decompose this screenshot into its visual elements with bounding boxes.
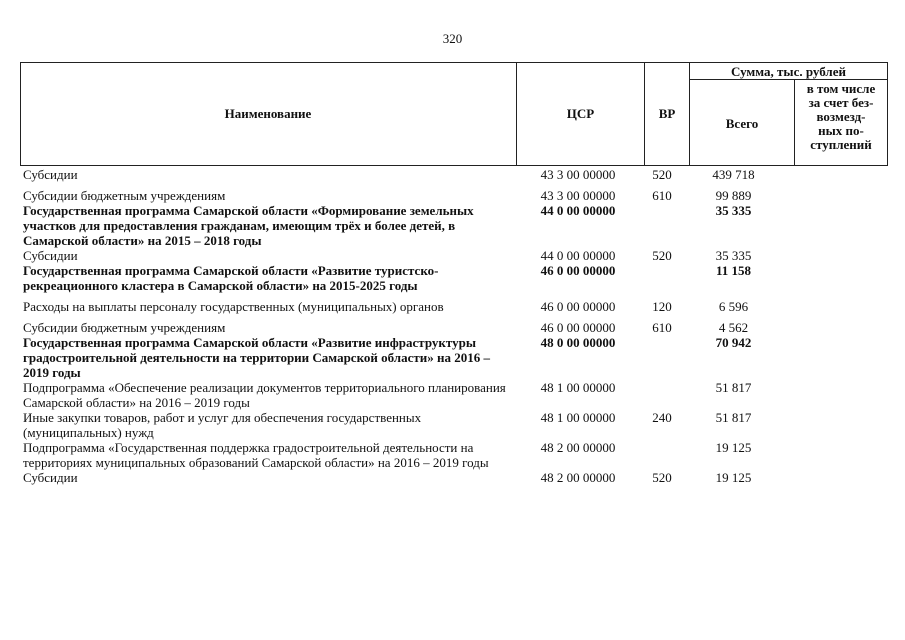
row-total: 19 125 <box>715 470 752 485</box>
header-free-line: в том числе <box>806 81 876 96</box>
row-name: Государственная программа Самарской области «Формирование земельных участков для предоставления гражданам, имеющим трёх и более детей, в Самарской области» на 2015 – 2018 годы <box>23 203 474 248</box>
row-csr: 46 0 00 00000 <box>540 299 616 314</box>
row-name: Государственная программа Самарской области «Развитие туристско-рекреационного кластера в Самарской области» на 2015-2025 годы <box>23 263 439 293</box>
row-free-funds <box>781 320 888 335</box>
row-vr: 610 <box>652 320 672 335</box>
row-free-funds <box>781 248 888 263</box>
row-free-funds <box>781 263 888 293</box>
row-name: Субсидии бюджетным учреждениям <box>23 188 226 203</box>
row-name: Подпрограмма «Государственная поддержка градостроительной деятельности на территориях муниципальных образований Самарской области» на 2016 – 2019 годы <box>23 440 489 470</box>
row-vr: 520 <box>652 470 672 485</box>
header-free-line: ступлений <box>810 137 872 152</box>
row-vr <box>638 203 686 248</box>
row-name: Субсидии <box>23 167 78 182</box>
row-free-funds <box>781 380 888 410</box>
row-total: 51 817 <box>715 380 752 395</box>
row-free-funds <box>781 203 888 248</box>
row-total: 35 335 <box>715 248 752 263</box>
border-right <box>887 62 888 166</box>
header-total: Всего <box>725 116 759 131</box>
row-name: Субсидии <box>23 470 78 485</box>
row-csr: 48 2 00 00000 <box>540 470 616 485</box>
table-row <box>20 320 888 335</box>
row-total: 19 125 <box>715 440 752 455</box>
table-row <box>20 470 888 485</box>
row-name: Иные закупки товаров, работ и услуг для обеспечения государственных (муниципальных) нужд <box>23 410 422 440</box>
row-csr: 48 1 00 00000 <box>540 410 616 425</box>
row-csr: 46 0 00 00000 <box>540 263 616 278</box>
row-vr: 610 <box>652 188 672 203</box>
row-free-funds <box>781 299 888 314</box>
row-csr: 48 2 00 00000 <box>540 440 616 455</box>
row-free-funds <box>781 335 888 380</box>
row-vr <box>638 440 686 470</box>
table-body <box>20 167 888 485</box>
row-vr <box>638 335 686 380</box>
table-row <box>20 410 888 440</box>
row-free-funds <box>781 410 888 440</box>
row-vr: 520 <box>652 167 672 182</box>
table-row <box>20 263 888 293</box>
row-csr: 48 1 00 00000 <box>540 380 616 395</box>
header-free-line: возмезд- <box>816 109 866 124</box>
row-name: Расходы на выплаты персоналу государственных (муниципальных) органов <box>23 299 444 314</box>
row-free-funds <box>781 188 888 203</box>
table-row <box>20 167 888 182</box>
row-total: 70 942 <box>715 335 752 350</box>
table-row <box>20 299 888 314</box>
header-top-border <box>20 62 888 63</box>
row-csr: 44 0 00 00000 <box>540 248 616 263</box>
table-row <box>20 248 888 263</box>
row-csr: 43 3 00 00000 <box>540 188 616 203</box>
header-free-line: за счет без- <box>808 95 874 110</box>
page-number: 320 <box>442 31 463 46</box>
row-free-funds <box>781 167 888 182</box>
table-row <box>20 380 888 410</box>
row-total: 11 158 <box>715 263 752 278</box>
row-name: Государственная программа Самарской области «Развитие инфраструктуры градостроительной деятельности на территории Самарской области» на 2016 – 2019 годы <box>23 335 490 380</box>
row-csr: 43 3 00 00000 <box>540 167 616 182</box>
table-row <box>20 188 888 203</box>
row-csr: 48 0 00 00000 <box>540 335 616 350</box>
row-total: 35 335 <box>715 203 752 218</box>
header-csr: ЦСР <box>566 106 595 121</box>
row-name: Субсидии <box>23 248 78 263</box>
row-vr <box>638 380 686 410</box>
table-header <box>20 62 888 166</box>
row-vr: 240 <box>652 410 672 425</box>
row-total: 439 718 <box>712 167 755 182</box>
row-vr <box>638 263 686 293</box>
row-csr: 46 0 00 00000 <box>540 320 616 335</box>
header-sum: Сумма, тыс. рублей <box>731 64 846 79</box>
row-total: 6 596 <box>718 299 749 314</box>
row-total: 51 817 <box>715 410 752 425</box>
header-name: Наименование <box>224 106 312 121</box>
row-free-funds <box>781 470 888 485</box>
row-total: 4 562 <box>718 320 749 335</box>
row-name: Субсидии бюджетным учреждениям <box>23 320 226 335</box>
table-row <box>20 335 888 380</box>
row-total: 99 889 <box>715 188 752 203</box>
sum-header-divider <box>689 79 888 80</box>
header-free-funds <box>795 82 887 152</box>
table-row <box>20 203 888 248</box>
row-name: Подпрограмма «Обеспечение реализации документов территориального планирования Самарской области» на 2016 – 2019 годы <box>23 380 506 410</box>
row-vr: 520 <box>652 248 672 263</box>
row-free-funds <box>781 440 888 470</box>
table-row <box>20 440 888 470</box>
header-vr: ВР <box>658 106 676 121</box>
row-csr: 44 0 00 00000 <box>540 203 616 218</box>
row-vr: 120 <box>652 299 672 314</box>
header-bottom-border <box>20 165 888 166</box>
header-free-line: ных по- <box>818 123 864 138</box>
